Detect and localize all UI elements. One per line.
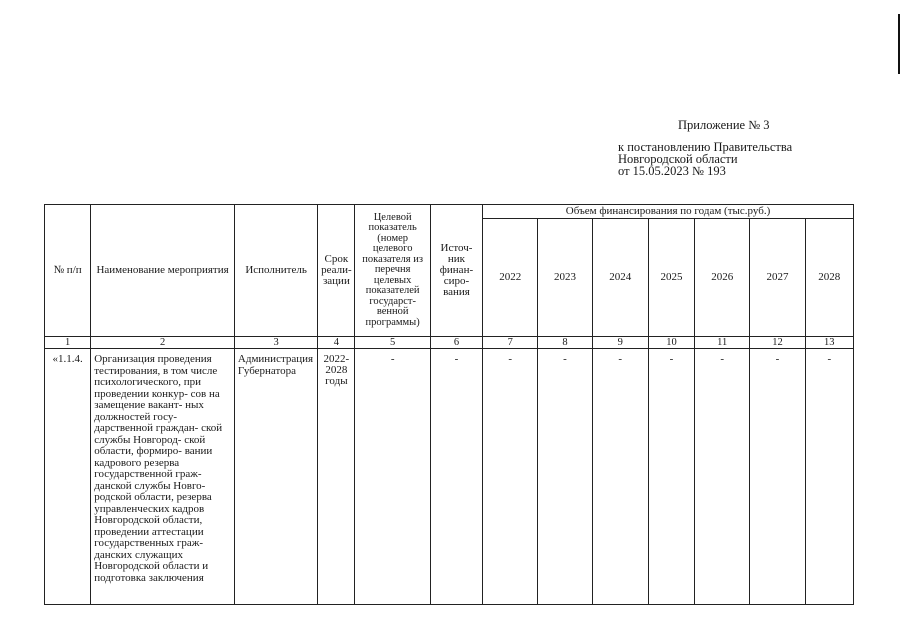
- header-year: 2028: [805, 219, 853, 337]
- column-number: 4: [318, 337, 355, 349]
- funding-value: -: [592, 349, 648, 605]
- table-row: [45, 349, 854, 605]
- header-year: 2024: [592, 219, 648, 337]
- term: 2022- 2028 годы: [318, 349, 355, 605]
- header-term: Срок реали- зации: [318, 205, 355, 337]
- row-number: «1.1.4.: [45, 349, 91, 605]
- header-target: Целевой показатель (номер целевого показателя из перечня целевых показателей государст- венной программы): [355, 205, 430, 337]
- activities-table: [44, 204, 854, 605]
- funding-source: -: [430, 349, 482, 605]
- header-line: от 15.05.2023 № 193: [618, 164, 726, 178]
- funding-value: -: [648, 349, 694, 605]
- header-no: № п/п: [45, 205, 91, 337]
- header-year: 2023: [538, 219, 592, 337]
- target-indicator: -: [355, 349, 430, 605]
- column-number-row: [45, 337, 854, 349]
- column-number: 10: [648, 337, 694, 349]
- header-name: Наименование мероприятия: [91, 205, 235, 337]
- activity-name: Организация проведения тестирования, в том числе психологического, при проведении конкур- сов на замещение вакант- ных должностей госу- дарственной граждан- ской службы Новгород- ской области, формиро- вании кадрового резерва государственной граж- данской службы Новго- родской области, резерва управленческих кадров Новгородской области, проведении аттестации государственных граж- данских служащих Новгородской области и подготовка заключения: [91, 349, 235, 605]
- column-number: 5: [355, 337, 430, 349]
- column-number: 9: [592, 337, 648, 349]
- column-number: 1: [45, 337, 91, 349]
- column-number: 2: [91, 337, 235, 349]
- header-year: 2022: [483, 219, 538, 337]
- column-number: 13: [805, 337, 853, 349]
- funding-value: -: [750, 349, 805, 605]
- column-number: 8: [538, 337, 592, 349]
- column-number: 3: [234, 337, 317, 349]
- funding-value: -: [805, 349, 853, 605]
- column-number: 11: [695, 337, 750, 349]
- header-year: 2025: [648, 219, 694, 337]
- header-line: Новгородской области: [618, 152, 738, 166]
- page-edge-line: [898, 14, 900, 74]
- executor: Администрация Губернатора: [234, 349, 317, 605]
- header-line: к постановлению Правительства: [618, 140, 793, 154]
- document-header: [618, 119, 792, 177]
- header-source: Источ- ник финан- сиро- вания: [430, 205, 482, 337]
- header-year: 2027: [750, 219, 805, 337]
- funding-value: -: [538, 349, 592, 605]
- column-number: 7: [483, 337, 538, 349]
- column-number: 12: [750, 337, 805, 349]
- appendix-title: Приложение № 3: [678, 118, 770, 132]
- header-year: 2026: [695, 219, 750, 337]
- funding-value: -: [695, 349, 750, 605]
- header-executor: Исполнитель: [234, 205, 317, 337]
- funding-value: -: [483, 349, 538, 605]
- column-number: 6: [430, 337, 482, 349]
- header-funding: Объем финансирования по годам (тыс.руб.): [483, 205, 854, 219]
